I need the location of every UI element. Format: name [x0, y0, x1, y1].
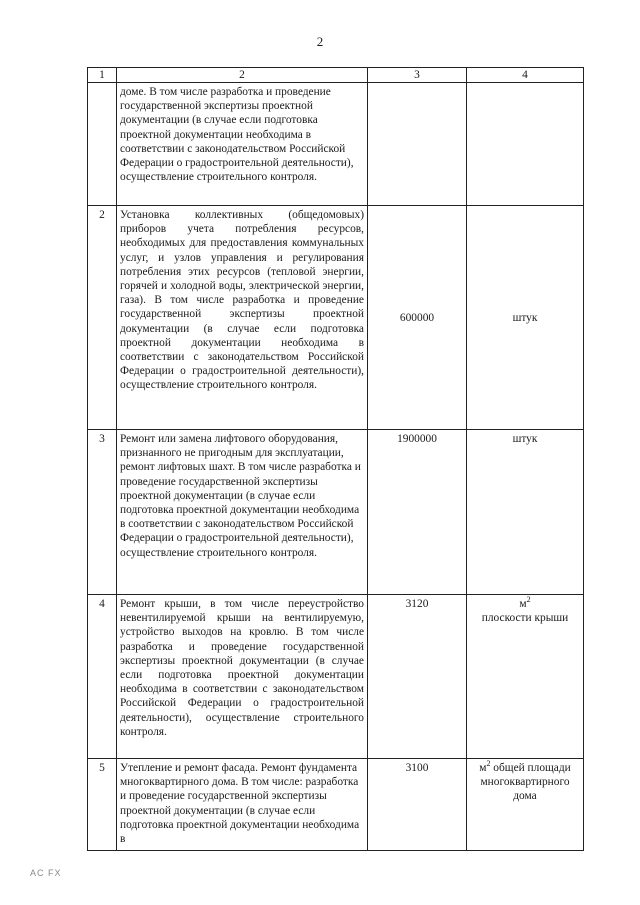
row-number: 3	[88, 430, 117, 595]
row-number: 5	[88, 759, 117, 851]
unit-base: м	[519, 598, 527, 610]
unit-superscript: 2	[486, 759, 491, 769]
column-header-2: 2	[117, 68, 368, 83]
work-description: Утепление и ремонт фасада. Ремонт фундамента многоквартирного дома. В том числе: разработка и проведение государственной экспертизы проектной документации (в случае если подготовка проектной документации необходима в	[117, 759, 368, 851]
footer-mark: AC FX	[30, 868, 62, 878]
column-header-4: 4	[467, 68, 584, 83]
table-row	[88, 595, 584, 759]
work-description: Установка коллективных (общедомовых) приборов учета потребления ресурсов, необходимых для предоставления коммунальных услуг, и узлов управления и регулирования потребления этих ресурсов (тепловой энергии, горячей и холодной воды, электрической энергии, газа). В том числе разработка и проведение государственной экспертизы проектной документации (в случае если подготовка проектной документации необходима в соответствии с законодательством Российской Федерации о градостроительной деятельности), осуществление строительного контроля.	[117, 206, 368, 430]
work-description: Ремонт крыши, в том числе переустройство невентилируемой крыши на вентилируемую, устройство выходов на кровлю. В том числе разработка и проведение государственной экспертизы проектной документации (в случае если подготовка проектной документации необходима в соответствии с законодательством Российской Федерации о градостроительной деятельности), осуществление строительного контроля.	[117, 595, 368, 759]
cost-value: 600000	[368, 206, 467, 430]
row-number: 2	[88, 206, 117, 430]
unit-value	[467, 759, 584, 851]
column-header-3: 3	[368, 68, 467, 83]
unit-value: штук	[467, 430, 584, 595]
unit-value	[467, 595, 584, 759]
page-number: 2	[316, 34, 324, 49]
unit-rest: плоскости крыши	[481, 612, 569, 625]
table-row	[88, 430, 584, 595]
unit-rest: общей площади многоквартирного дома	[480, 762, 571, 803]
column-header-1: 1	[88, 68, 117, 83]
row-number: 4	[88, 595, 117, 759]
table-row	[88, 83, 584, 206]
cost-value	[368, 83, 467, 206]
unit-base: м	[479, 762, 487, 774]
cost-value: 1900000	[368, 430, 467, 595]
work-description: доме. В том числе разработка и проведение государственной экспертизы проектной документации (в случае если подготовка проектной документации необходима в соответствии с законодательством Российской Федерации о градостроительной деятельности), осуществление строительного контроля.	[117, 83, 368, 206]
works-table	[87, 67, 584, 851]
table-header-row	[88, 68, 584, 83]
work-description: Ремонт или замена лифтового оборудования, признанного не пригодным для эксплуатации, ремонт лифтовых шахт. В том числе разработка и проведение государственной экспертизы проектной документации (в случае если подготовка проектной документации необходима в соответствии с законодательством Российской Федерации о градостроительной деятельности), осуществление строительного контроля.	[117, 430, 368, 595]
table-row	[88, 759, 584, 851]
table-row	[88, 206, 584, 430]
unit-value	[467, 83, 584, 206]
unit-value: штук	[467, 206, 584, 430]
unit-superscript: 2	[526, 595, 531, 605]
cost-value: 3100	[368, 759, 467, 851]
row-number	[88, 83, 117, 206]
cost-value: 3120	[368, 595, 467, 759]
